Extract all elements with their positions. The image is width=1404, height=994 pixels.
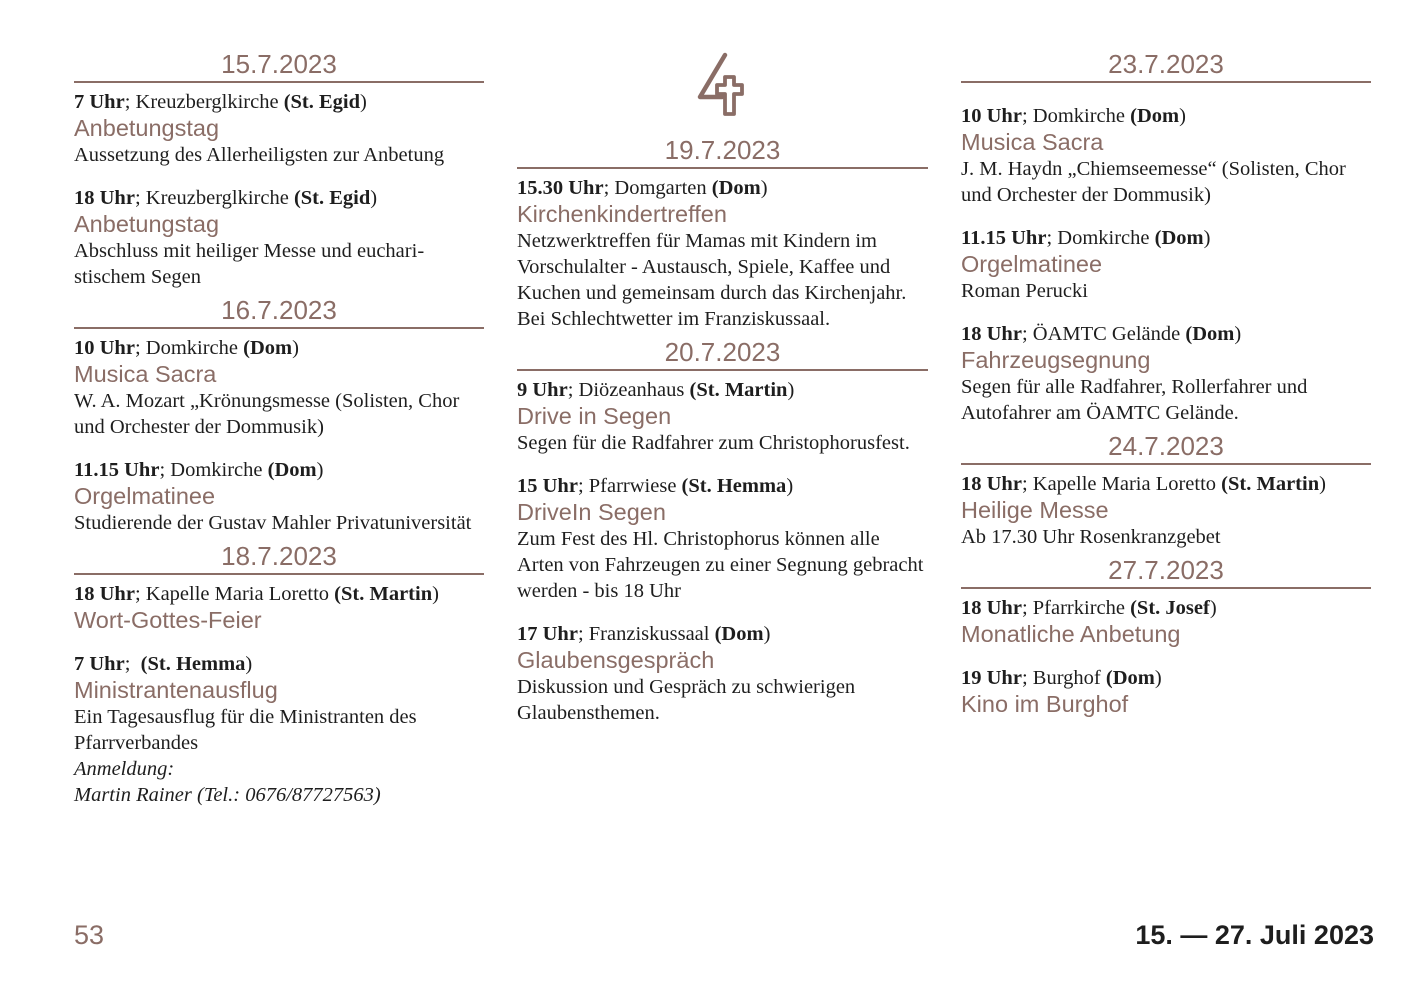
- event-place: Domkirche: [145, 337, 238, 359]
- event-title: Fahrzeugsegnung: [961, 347, 1151, 373]
- event-parish: St. Josef: [1136, 597, 1210, 619]
- event-place: Domgarten: [614, 177, 707, 199]
- event-time: 7 Uhr: [74, 91, 125, 113]
- event-place: Pfarrkirche: [1032, 597, 1125, 619]
- event-time: 7 Uhr: [74, 653, 125, 675]
- event-title: Anbetungstag: [74, 211, 220, 237]
- event-description: Abschluss mit heiliger Messe und eucharistischem Segen: [74, 240, 425, 288]
- event-description: Segen für die Radfahrer zum Christophorusfest.: [517, 432, 910, 454]
- event-parish: Dom: [718, 177, 761, 199]
- event-time: 15.30 Uhr: [517, 177, 604, 199]
- event-title: Musica Sacra: [74, 361, 217, 387]
- event-time: 19 Uhr: [961, 667, 1022, 689]
- event-header: 7 Uhr; (St. Hemma): [74, 653, 253, 675]
- event-title: Anbetungstag: [74, 115, 220, 141]
- event-parish: Dom: [1136, 105, 1180, 127]
- date-heading: 16.7.2023: [74, 294, 484, 329]
- event-time: 18 Uhr: [74, 583, 135, 605]
- event-title: Monatliche Anbetung: [961, 621, 1181, 647]
- event-description: Aussetzung des Allerheiligsten zur Anbetung: [74, 144, 445, 166]
- event-description: Segen für alle Radfahrer, Rollerfahrer und Autofahrer am ÖAMTC Gelände.: [961, 376, 1308, 424]
- event-entry: [74, 185, 484, 290]
- event-parish: St. Martin: [696, 379, 788, 401]
- event-parish: St. Egid: [300, 187, 371, 209]
- event-time: 9 Uhr: [517, 379, 568, 401]
- event-header: 17 Uhr; Franziskussaal (Dom): [517, 623, 771, 645]
- event-entry: [517, 473, 928, 604]
- event-description: W. A. Mozart „Krönungsmesse (Solisten, Chor und Orchester der Dommusik): [74, 390, 460, 438]
- event-place: Diözeanhaus: [578, 379, 685, 401]
- column-2: [517, 52, 928, 743]
- registration-contact: Martin Rainer (Tel.: 0676/87727563): [74, 784, 381, 806]
- event-header: 11.15 Uhr; Domkirche (Dom): [74, 459, 324, 481]
- event-place: Franziskussaal: [588, 623, 710, 645]
- event-title: Heilige Messe: [961, 497, 1109, 523]
- date-heading: 24.7.2023: [961, 430, 1371, 465]
- event-entry: [74, 335, 484, 440]
- event-time: 18 Uhr: [961, 473, 1022, 495]
- event-place: Kapelle Maria Loretto: [1032, 473, 1217, 495]
- event-title: Orgelmatinee: [74, 483, 216, 509]
- event-parish: St. Egid: [290, 91, 361, 113]
- event-parish: Dom: [249, 337, 293, 359]
- event-entry: [517, 175, 928, 332]
- event-header: 11.15 Uhr; Domkirche (Dom): [961, 227, 1211, 249]
- registration-label: Anmeldung:: [74, 758, 175, 780]
- number-four-cross-logo-icon: [517, 52, 928, 134]
- event-place: Burghof: [1032, 667, 1101, 689]
- event-header: 18 Uhr; ÖAMTC Gelände (Dom): [961, 323, 1242, 345]
- event-parish: Dom: [274, 459, 317, 481]
- event-parish: St. Hemma: [688, 475, 787, 497]
- event-title: Orgelmatinee: [961, 251, 1103, 277]
- event-entry: [74, 581, 484, 634]
- event-parish: Dom: [1192, 323, 1235, 345]
- event-title: Kirchenkindertreffen: [517, 201, 727, 227]
- event-header: 15.30 Uhr; Domgarten (Dom): [517, 177, 768, 199]
- event-title: Kino im Burghof: [961, 691, 1129, 717]
- event-time: 11.15 Uhr: [961, 227, 1047, 249]
- event-header: 9 Uhr; Diözeanhaus (St. Martin): [517, 379, 795, 401]
- event-place: Kapelle Maria Loretto: [145, 583, 330, 605]
- event-entry: [961, 665, 1371, 718]
- event-entry: [961, 103, 1371, 208]
- event-title: Ministrantenausflug: [74, 677, 278, 703]
- date-heading: 20.7.2023: [517, 336, 928, 371]
- date-heading: 27.7.2023: [961, 554, 1371, 589]
- event-header: 18 Uhr; Pfarrkirche (St. Josef): [961, 597, 1217, 619]
- event-time: 18 Uhr: [74, 187, 135, 209]
- event-time: 17 Uhr: [517, 623, 578, 645]
- event-time: 11.15 Uhr: [74, 459, 160, 481]
- event-title: Wort-Gottes-Feier: [74, 607, 262, 633]
- date-heading: 23.7.2023: [961, 48, 1371, 83]
- event-place: Domkirche: [1032, 105, 1125, 127]
- event-title: Glaubensgespräch: [517, 647, 715, 673]
- event-place: Domkirche: [170, 459, 263, 481]
- event-description: Zum Fest des Hl. Christophorus können alle Arten von Fahrzeugen zu einer Segnung gebracht werden - bis 18 Uhr: [517, 528, 924, 602]
- event-entry: [961, 225, 1371, 304]
- event-time: 18 Uhr: [961, 323, 1022, 345]
- event-time: 10 Uhr: [961, 105, 1022, 127]
- event-header: 7 Uhr; Kreuzberglkirche (St. Egid): [74, 91, 367, 113]
- event-entry: [517, 377, 928, 456]
- event-time: 18 Uhr: [961, 597, 1022, 619]
- event-title: DriveIn Segen: [517, 499, 666, 525]
- page-number: 53: [74, 920, 105, 950]
- column-3: [961, 48, 1371, 735]
- event-place: Domkirche: [1057, 227, 1150, 249]
- date-heading: 19.7.2023: [517, 134, 928, 169]
- event-time: 15 Uhr: [517, 475, 578, 497]
- event-description: Roman Perucki: [961, 280, 1088, 302]
- event-description: Ab 17.30 Uhr Rosenkranzgebet: [961, 526, 1221, 548]
- event-parish: Dom: [1112, 667, 1155, 689]
- event-description: Studierende der Gustav Mahler Privatuniversität: [74, 512, 472, 534]
- event-time: 10 Uhr: [74, 337, 135, 359]
- event-entry: [74, 651, 484, 808]
- event-header: 10 Uhr; Domkirche (Dom): [74, 337, 299, 359]
- event-parish: St. Martin: [1228, 473, 1320, 495]
- event-parish: Dom: [1161, 227, 1204, 249]
- event-entry: [961, 471, 1371, 550]
- event-place: Kreuzberglkirche: [135, 91, 279, 113]
- event-entry: [517, 621, 928, 726]
- date-range-footer: 15. — 27. Juli 2023: [1135, 920, 1374, 950]
- event-header: 10 Uhr; Domkirche (Dom): [961, 105, 1186, 127]
- event-entry: [74, 457, 484, 536]
- column-1: [74, 48, 484, 825]
- event-description: Netzwerktreffen für Mamas mit Kindern im Vorschulalter - Austausch, Spiele, Kaffee und Kuchen und gemeinsam durch das Kirchenjahr. Bei Schlechtwetter im Franziskussaal.: [517, 230, 907, 330]
- event-description: Ein Tagesausflug für die Ministranten des Pfarrverbandes: [74, 706, 417, 754]
- event-header: 18 Uhr; Kapelle Maria Loretto (St. Martin): [74, 583, 439, 605]
- date-heading: 18.7.2023: [74, 540, 484, 575]
- event-place: ÖAMTC Gelände: [1032, 323, 1181, 345]
- event-entry: [961, 595, 1371, 648]
- event-header: 15 Uhr; Pfarrwiese (St. Hemma): [517, 475, 794, 497]
- event-place: Kreuzberglkirche: [145, 187, 289, 209]
- date-heading: 15.7.2023: [74, 48, 484, 83]
- event-title: Musica Sacra: [961, 129, 1104, 155]
- event-parish: St. Hemma: [147, 653, 246, 675]
- event-header: 19 Uhr; Burghof (Dom): [961, 667, 1162, 689]
- event-header: 18 Uhr; Kreuzberglkirche (St. Egid): [74, 187, 378, 209]
- event-header: 18 Uhr; Kapelle Maria Loretto (St. Martin): [961, 473, 1326, 495]
- event-title: Drive in Segen: [517, 403, 672, 429]
- event-entry: [74, 89, 484, 168]
- event-description: J. M. Haydn „Chiemseemesse“ (Solisten, Chor und Orchester der Dommusik): [961, 158, 1346, 206]
- event-parish: Dom: [721, 623, 764, 645]
- event-description: Diskussion und Gespräch zu schwierigen Glaubensthemen.: [517, 676, 856, 724]
- event-place: Pfarrwiese: [588, 475, 677, 497]
- event-parish: St. Martin: [341, 583, 433, 605]
- event-entry: [961, 321, 1371, 426]
